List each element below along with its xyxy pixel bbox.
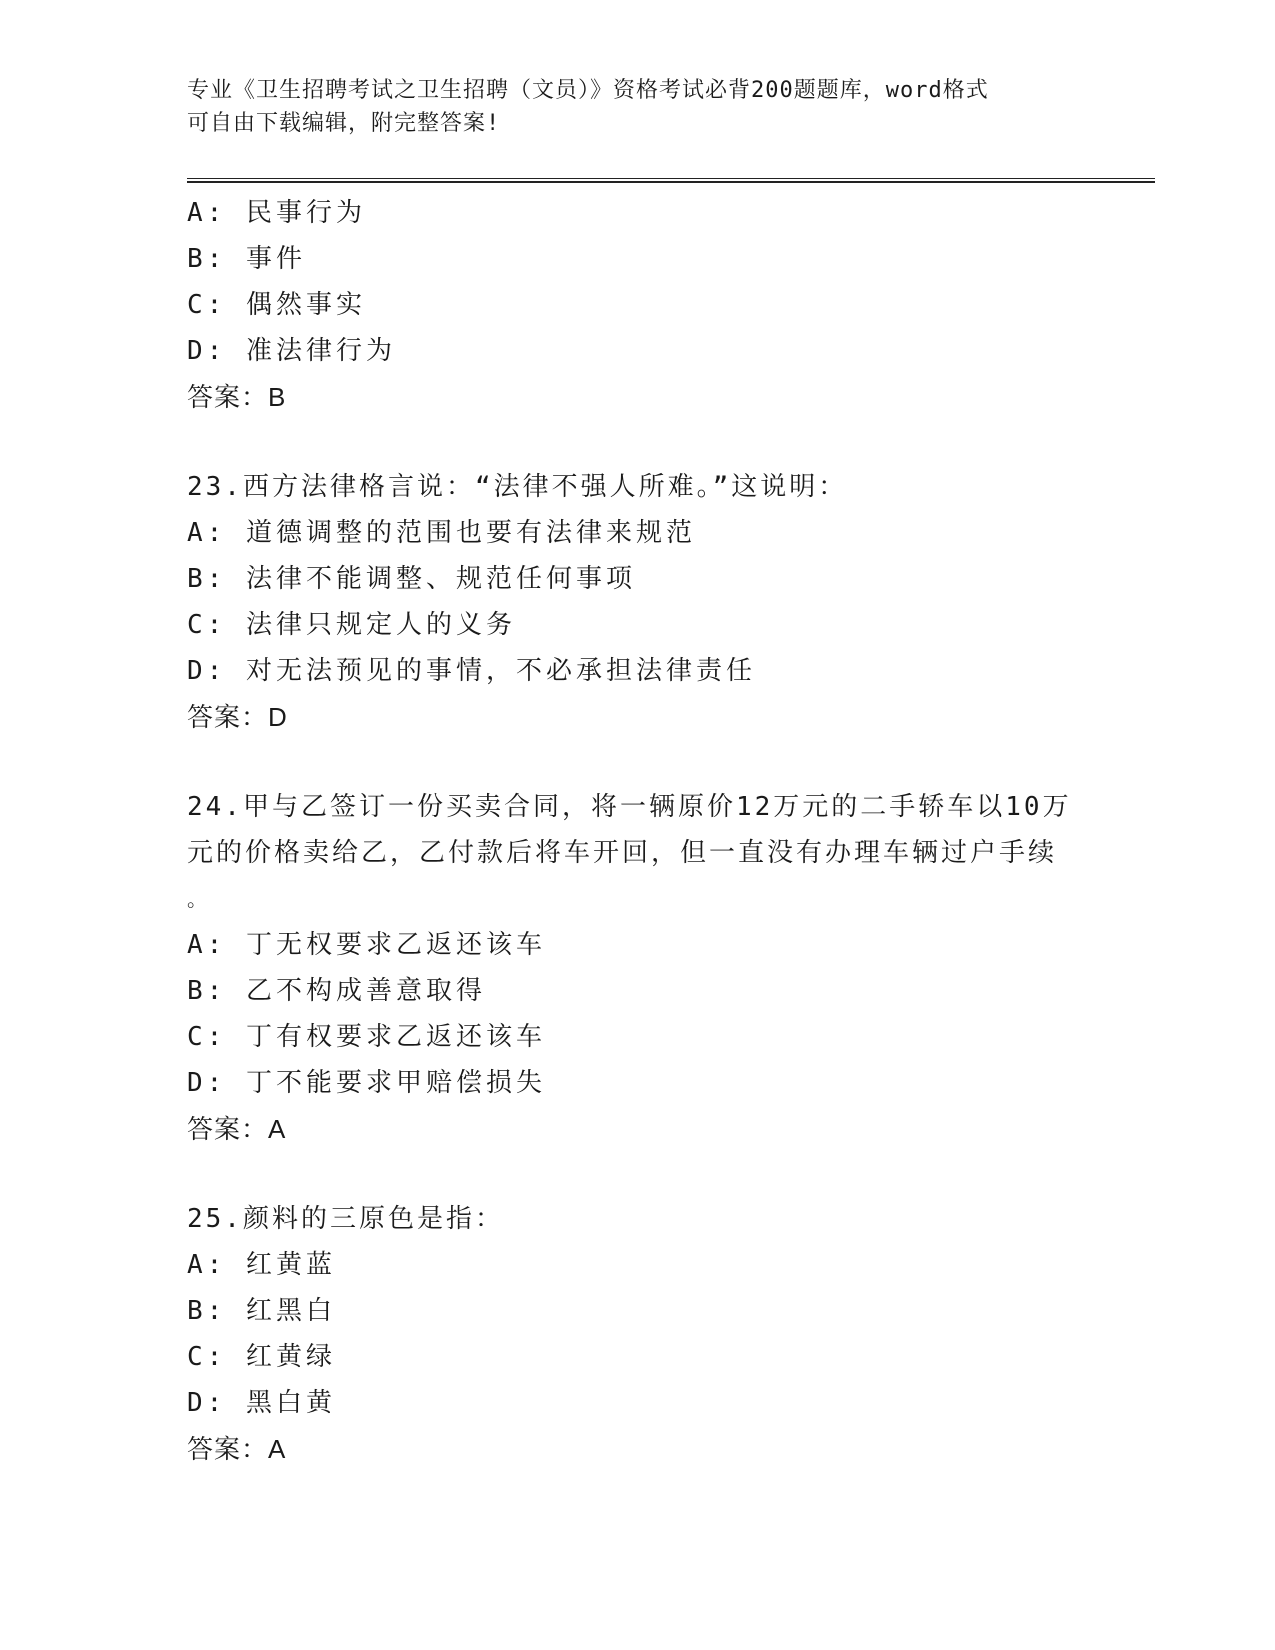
option-d: D: 丁不能要求甲赔偿损失 <box>187 1068 546 1098</box>
question-list <box>187 190 1087 1472</box>
spacer <box>187 420 1087 464</box>
header-title-line-1: 专业《卫生招聘考试之卫生招聘（文员）》资格考试必背200题题库，word格式 <box>187 78 989 103</box>
option-b: B: 事件 <box>187 244 306 274</box>
option-a: A: 红黄蓝 <box>187 1250 336 1280</box>
option-c: C: 法律只规定人的义务 <box>187 610 516 640</box>
option-a: A: 丁无权要求乙返还该车 <box>187 930 546 960</box>
header-title-line-2: 可自由下载编辑，附完整答案! <box>187 111 501 136</box>
question-stem-line-2: 元的价格卖给乙，乙付款后将车开回，但一直没有办理车辆过户手续 <box>187 838 1058 868</box>
option-b: B: 红黑白 <box>187 1296 336 1326</box>
question-25 <box>187 1196 1087 1472</box>
question-stem-line-3: 。 <box>187 887 207 911</box>
question-stem: 25.颜料的三原色是指： <box>187 1204 504 1234</box>
answer: 答案：D <box>187 702 288 732</box>
document-header <box>187 74 1067 140</box>
option-b: B: 法律不能调整、规范任何事项 <box>187 564 636 594</box>
option-a: A: 道德调整的范围也要有法律来规范 <box>187 518 696 548</box>
answer: 答案：A <box>187 1114 287 1144</box>
header-divider <box>187 178 1155 183</box>
answer: 答案：A <box>187 1434 287 1464</box>
spacer <box>187 1152 1087 1196</box>
option-a: A: 民事行为 <box>187 198 366 228</box>
spacer <box>187 740 1087 784</box>
option-c: C: 丁有权要求乙返还该车 <box>187 1022 546 1052</box>
option-d: D: 黑白黄 <box>187 1388 336 1418</box>
option-d: D: 对无法预见的事情，不必承担法律责任 <box>187 656 756 686</box>
question-23 <box>187 464 1087 740</box>
question-stem: 23.西方法律格言说：“法律不强人所难。”这说明： <box>187 472 848 502</box>
question-22 <box>187 190 1087 420</box>
option-b: B: 乙不构成善意取得 <box>187 976 486 1006</box>
question-stem-line-1: 24.甲与乙签订一份买卖合同，将一辆原价12万元的二手轿车以10万 <box>187 792 1072 822</box>
option-c: C: 偶然事实 <box>187 290 366 320</box>
answer: 答案：B <box>187 382 287 412</box>
option-d: D: 准法律行为 <box>187 336 396 366</box>
option-c: C: 红黄绿 <box>187 1342 336 1372</box>
question-24 <box>187 784 1087 1152</box>
